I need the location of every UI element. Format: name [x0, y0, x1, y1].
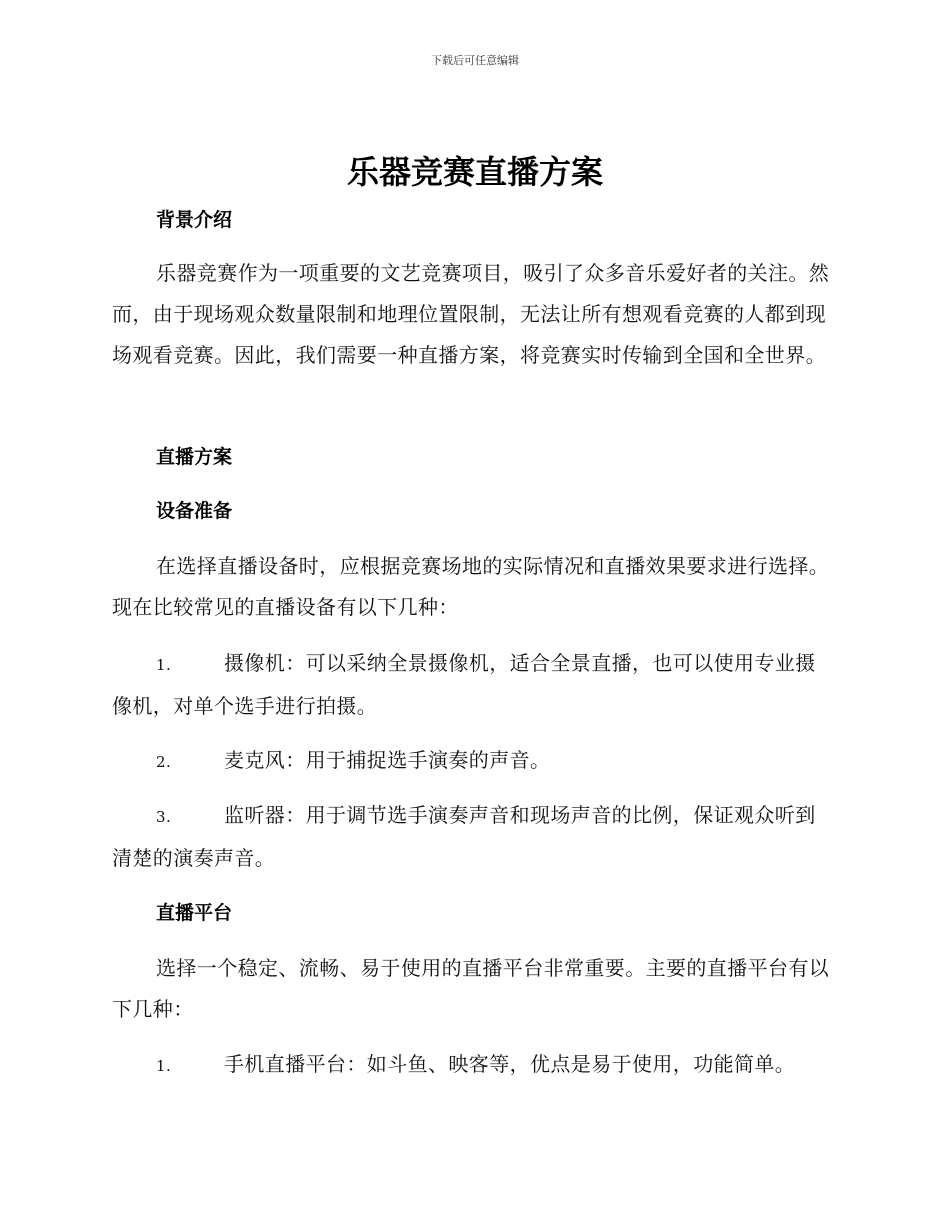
heading-platform: 直播平台 — [156, 902, 233, 924]
list-number: 1. — [156, 656, 172, 674]
list-item-text: 麦克风：用于捕捉选手演奏的声音。 — [224, 748, 551, 772]
list-item-text: 摄像机：可以采纳全景摄像机，适合全景直播，也可以使用专业摄像机，对单个选手进行拍摄。 — [112, 651, 816, 718]
list-item-equipment-1 — [112, 643, 834, 727]
document-title: 乐器竞赛直播方案 — [346, 153, 603, 191]
list-item-text: 监听器：用于调节选手演奏声音和现场声音的比例，保证观众听到清楚的演奏声音。 — [112, 803, 816, 870]
paragraph-equipment: 在选择直播设备时，应根据竞赛场地的实际情况和直播效果要求进行选择。现在比较常见的直播设备有以下几种： — [112, 554, 830, 619]
list-number: 2. — [156, 753, 172, 771]
heading-equipment: 设备准备 — [156, 500, 233, 522]
list-item-platform-1 — [112, 1044, 834, 1087]
list-item-equipment-2 — [112, 740, 834, 783]
heading-background: 背景介绍 — [156, 209, 233, 231]
page-header-note: 下载后可任意编辑 — [431, 54, 519, 67]
paragraph-platform: 选择一个稳定、流畅、易于使用的直播平台非常重要。主要的直播平台有以下几种： — [112, 956, 830, 1021]
paragraph-background: 乐器竞赛作为一项重要的文艺竞赛项目，吸引了众多音乐爱好者的关注。然而，由于现场观众数量限制和地理位置限制，无法让所有想观看竞赛的人都到现场观看竞赛。因此，我们需要一种直播方案，将竞赛实时传输到全国和全世界。 — [112, 261, 830, 367]
list-item-equipment-3 — [112, 795, 834, 879]
list-number: 1. — [156, 1057, 172, 1075]
list-number: 3. — [156, 808, 172, 826]
list-item-text: 手机直播平台：如斗鱼、映客等，优点是易于使用，功能简单。 — [224, 1052, 796, 1076]
heading-plan: 直播方案 — [156, 446, 233, 468]
